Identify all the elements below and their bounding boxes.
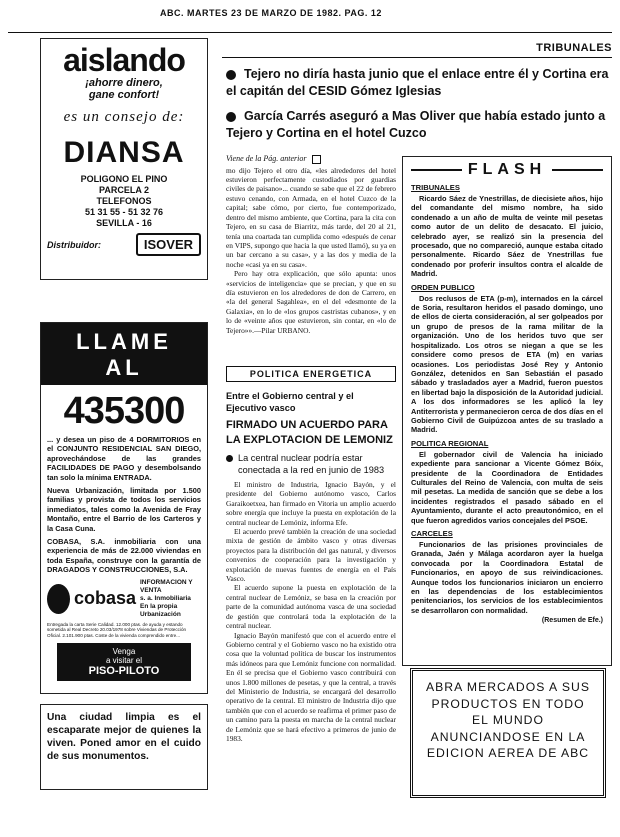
flash-text-carceles: Funcionarios de las prisiones provinciales de Granada, Jaén y Málaga acordaron ayer la huelga convocada por la Coordinadora Estatal de Funcionarios, en apoyo de sus reivindicaciones. Aunque todos los funcionarios iniciaron un encierro en las dependencias de los establecimientos penitenciarios, los servicios de los establecimientos se desarrollaron con normalidad.: [411, 540, 603, 615]
ad-phone: 435300: [63, 390, 185, 432]
flash-heading-orden: ORDEN PUBLICO: [411, 282, 475, 292]
continuation-p1: mo dijo Tejero el otro día, «les alrededores del hotel estuvieron perfectamente custodiados por guardias civiles de paisano»... cuando se sabe que el 22 de febrero estuvo cenando, con Armada, en el hotel Cuzco de la capital; sabe cómo, por cierto, fue contemporizado, dentro del mismo ambiente, que Cortina, para la cita con Tejero, en su casa de Biarritz, más tarde, del 20 al 21, tenía una coartada tan cumplida como «después de cenar en VIPS, supongo que hacia la que usted llamó), su ya en un bar cercano a su casa», y a las dos y media de la noche «casi ya en su casa».: [226, 165, 396, 269]
energy-p4: Ignacio Bayón manifestó que con el acuerdo entre el Gobierno central y el Gobierno vasco no ha existido otra cosa que la voluntad política de buscar los instrumentos más idóneos para que Lemóniz funcione con normalidad. En él se precisa que el Gobierno vasco contribuirá con unos 1.800 millones de pesetas, y que la central, a través del Ministerio de Industria, se encargará del desarrollo operativo de la central. El ministro de Industria dijo que también que con el acuerdo se reafirma el primer paso de un camino para la puesta en marcha de la central nuclear de Lemóniz que se hará efectivo a primeros de junio de 1983.: [226, 630, 396, 743]
energy-p1: El ministro de Industria, Ignacio Bayón, y el presidente del Gobierno autónomo vasco, Carlos Garaikoetxea, han firmado en Vitoria un amplio acuerdo sobre energía que incluye la puesta en explotación de la central nuclear de Lemóniz, informa Efe.: [226, 480, 396, 527]
headline-2: García Carrés aseguró a Mas Oliver que había estado junto a Tejero y Cortina en el hotel Cuzco: [226, 109, 606, 140]
ad-tagline: ¡ahorre dinero, gane confort!: [85, 77, 163, 101]
ad-logo: cobasa: [73, 588, 136, 609]
ad-distrib-row: [47, 233, 201, 256]
bullet-icon: [226, 455, 233, 462]
ad-diansa: [40, 38, 208, 280]
ad-company: DIANSA: [63, 136, 185, 169]
continuation-p2: Pero hay otra explicación, que sólo apunta: unos «servicios de inteligencia» que se precian, y que en su día estuvieron en los alrededores de don de Carrero, en «la del general Sagahlea», en el del «desmonte de la Galaxia», en lo de «los grupos castristas cubanos», y en lo de «veinte años que estuvieron, sin contar, en «lo de Tejero»».—Pilar URBANO.: [226, 269, 396, 335]
ad-visit: Venga a visitar el PISO-PILOTO: [57, 643, 191, 681]
ad-logo-row: [41, 577, 207, 621]
headline-1: Tejero no diría hasta junio que el enlace entre él y Cortina era el capitán del CESID Gómez Iglesias: [226, 67, 609, 98]
flash-heading-tribunales: TRIBUNALES: [411, 183, 460, 192]
flash-heading-carceles: CARCELES: [411, 529, 453, 538]
ad-logo-side: INFORMACION Y VENTA s. a. Inmobiliaria En la propia Urbanización: [139, 578, 193, 618]
ad-body-3: COBASA, S.A. inmobiliaria con una experiencia de más de 22.000 viviendas en toda España, construye con la garantía de DRAGADOS Y CONSTRUCCIONES, S.A.: [47, 537, 201, 575]
isover-logo: ISOVER: [136, 233, 201, 256]
flash-text-regional: El gobernador civil de Valencia ha iniciado expediente para sancionar a Vicente Gómez Bóix, presidente de la Coordinadora de Entidades Culturales del Reino de Valencia, con multa de seis mil pesetas. La medida de sanción que se debe a los incidentes registrados el pasado sábado en el Ayuntamiento, durante el acto preautonómico, en el que fueron agredidos varios concejales del PSOE.: [411, 449, 603, 525]
energy-kicker: Entre el Gobierno central y el Ejecutivo vasco: [226, 391, 354, 413]
section-label: TRIBUNALES: [536, 42, 612, 54]
energy-p2: El acuerdo prevé también la creación de una sociedad mixta de gestión de ámbito vasco y otras diversas proyectos para la distribución del gas natural, y diversos convenios de cooperación para la investigación y explotación de nuevas fuentes de energía en el País Vasco.: [226, 527, 396, 584]
ad-cobasa: [40, 322, 208, 694]
flash-box: [402, 156, 612, 666]
bullet-icon: [226, 70, 236, 80]
flash-text-orden: Dos reclusos de ETA (p-m), internados en la cárcel de Soria, resultaron heridos el pasado domingo, uno de ellos de cierta consideración, al ser golpeados por un grupo de presos de la rama militar de la organización. Uno de los heridos tuvo que ser hospitalizado. Los otros se niegan a que se les considere como presos de ETA (m) en varias ocasiones. Los periodistas José Rey y Antonio González, detenidos en San Sebastián el pasado sábado y trasladados ayer a Madrid, fueron puestos en libertad bajo la disposición de la Autoridad judicial. A los dos informadores se les aplicó la ley Antiterrorista y permanecieron cerca de dos días en el Gobierno Civil de Guipúzcoa antes de su traslado a Madrid.: [411, 293, 603, 435]
square-icon: [312, 155, 321, 164]
ad-distrib-label: Distribuidor:: [47, 239, 101, 250]
flash-heading-regional: POLITICA REGIONAL: [411, 438, 489, 448]
continuation-article: [226, 154, 396, 335]
cobasa-logo-icon: [47, 584, 70, 614]
energy-headline: FIRMADO UN ACUERDO PARA LA EXPLOTACION DE LEMONIZ: [226, 419, 393, 446]
headline-block: [226, 66, 614, 142]
energy-article: [226, 366, 396, 743]
page-header: ABC. MARTES 23 DE MARZO DE 1982. PAG. 12: [160, 8, 382, 18]
ad-address: POLIGONO EL PINO PARCELA 2 TELEFONOS 51 31 55 - 51 32 76 SEVILLA - 16: [80, 174, 168, 228]
ad-body-2: Nueva Urbanización, limitada por 1.500 familias y provista de todos los servicios inmediatos, tales como la Avenida de Fray Montaño, entre el Barrio de los Carteros y la Casa Cuna.: [47, 486, 201, 533]
ad-call: LLAME AL: [41, 323, 207, 385]
energy-bullet: La central nuclear podría estar conectada a la red en junio de 1983: [226, 452, 396, 476]
continuation-label: Viene de la Pág. anterior: [226, 154, 396, 164]
energy-p3: El acuerdo supone la puesta en explotación de la central nuclear de Lemóniz, se basa en la creación por parte de la comunidad autónoma vasca de una sociedad de gestión que controlará toda la explotación de la central nuclear.: [226, 583, 396, 631]
ad-body-1: ... y desea un piso de 4 DORMITORIOS en el CONJUNTO RESIDENCIAL SAN DIEGO, aprovechándose de las grandes FACILIDADES DE PAGO y desembolsando tan solo la mínima ENTRADA.: [47, 435, 201, 482]
ad-piso: PISO-PILOTO: [88, 664, 160, 677]
ad-brand: aislando: [63, 42, 185, 78]
flash-text-tribunales: Ricardo Sáez de Ynestrillas, de diecisiete años, hijo del comandante del mismo nombre, ha sido condenado a un año de multa de veinte mil pesetas como autor de un delito de desacato. El juicio, celebrado ayer, se realizó sin la presencia del procesado, que no compareció, aunque estaba citado personalmente. Ricardo Sáez de Ynestrillas fue condenado por proferir insultos contra el alcalde de Madrid.: [411, 194, 603, 279]
flash-credit: (Resumen de Efe.): [541, 617, 603, 625]
energy-section: POLITICA ENERGETICA: [226, 366, 396, 382]
ad-fine: Entregada la carta Serie Calidad. 12.000 ptas. de ayuda y estando sometida al Real Decreto 20.03/1978 sobre Viviendas de Protección Oficial. 2.101.900 ptas. Coste de la vivienda comprendido entre...: [47, 621, 187, 638]
header-rule: [8, 32, 612, 33]
flash-title: FLASH: [411, 161, 603, 179]
civic-notice: Una ciudad limpia es el escaparate mejor de quienes la viven. Poned amor en el cuido de sus monumentos.: [40, 704, 208, 790]
section-rule: [222, 57, 612, 58]
bullet-icon: [226, 112, 236, 122]
ad-script: es un consejo de:: [63, 109, 185, 125]
ad-abc: ABRA MERCADOS A SUS PRODUCTOS EN TODO EL MUNDO ANUNCIANDOSE EN LA EDICION AEREA DE ABC: [410, 668, 606, 798]
